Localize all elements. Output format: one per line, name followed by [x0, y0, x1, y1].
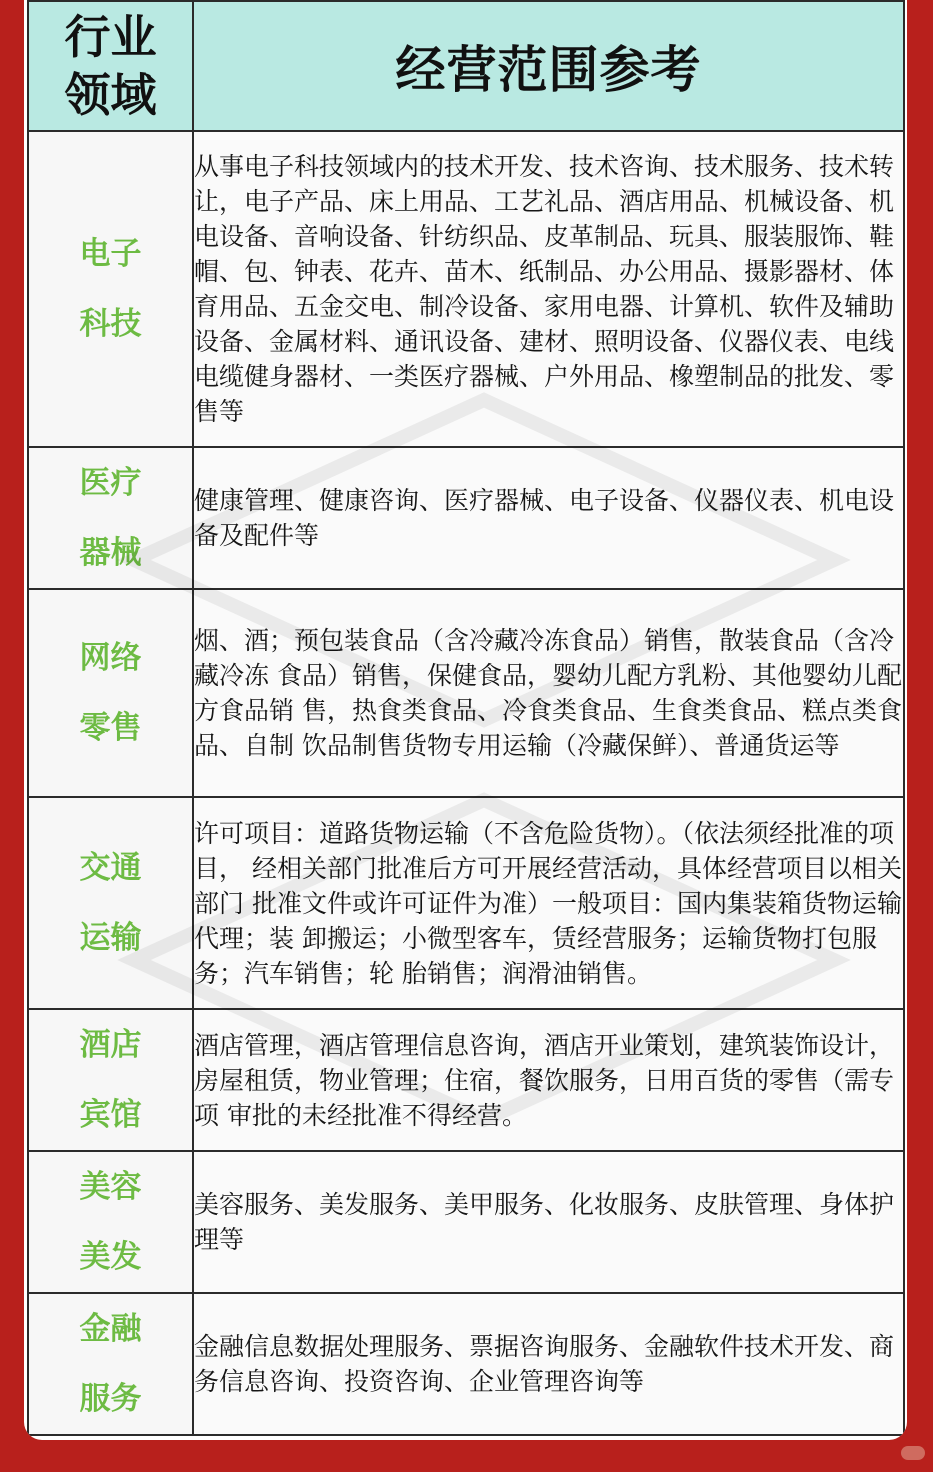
- category-line1: 电子: [79, 236, 142, 272]
- scope-description: 金融信息数据处理服务、票据咨询服务、金融软件技术开发、商务信息咨询、投资咨询、企业管理咨询等: [193, 1293, 904, 1435]
- category-line2: 器械: [79, 535, 142, 571]
- category-cell: [28, 1009, 193, 1151]
- category-line2: 零售: [79, 710, 142, 746]
- scope-description: 许可项目：道路货物运输（不含危险货物）。（依法须经批准的项目， 经相关部门批准后方可开展经营活动，具体经营项目以相关部门 批准文件或许可证件为准）一般项目：国内集装箱货物运输代理；装 卸搬运；小微型客车，赁经营服务；运输货物打包服务；汽车销售；轮 胎销售；润滑油销售。: [193, 797, 904, 1009]
- category-line1: 医疗: [79, 465, 142, 501]
- header-industry: [28, 1, 193, 131]
- header-scope: 经营范围参考: [193, 1, 904, 131]
- category-line2: 宾馆: [79, 1097, 142, 1133]
- category-cell: [28, 1151, 193, 1293]
- category-cell: [28, 1293, 193, 1435]
- table-row: [28, 1009, 904, 1151]
- category-cell: [28, 131, 193, 447]
- scope-description: 酒店管理，酒店管理信息咨询，酒店开业策划，建筑装饰设计， 房屋租赁，物业管理；住宿，餐饮服务，日用百货的零售（需专项 审批的未经批准不得经营。: [193, 1009, 904, 1151]
- category-line2: 美发: [79, 1239, 142, 1275]
- category-line1: 酒店: [79, 1027, 142, 1063]
- category-line1: 美容: [79, 1169, 142, 1205]
- scope-description: 烟、酒；预包装食品（含冷藏冷冻食品）销售，散装食品（含冷藏冷冻 食品）销售，保健食品，婴幼儿配方乳粉、其他婴幼儿配方食品销 售，热食类食品、冷食类食品、生食类食品、糕点类食品、自制 饮品制售货物专用运输（冷藏保鲜）、普通货运等: [193, 589, 904, 797]
- table-row: [28, 1151, 904, 1293]
- scope-description: 美容服务、美发服务、美甲服务、化妆服务、皮肤管理、身体护理等: [193, 1151, 904, 1293]
- table-row: [28, 1293, 904, 1435]
- category-cell: [28, 589, 193, 797]
- category-cell: [28, 797, 193, 1009]
- category-line1: 网络: [79, 640, 142, 676]
- header-industry-line2: 领域: [64, 68, 157, 122]
- table-row: [28, 447, 904, 589]
- business-scope-table: [27, 0, 905, 1436]
- category-line2: 运输: [79, 920, 142, 956]
- scope-description: 健康管理、健康咨询、医疗器械、电子设备、仪器仪表、机电设备及配件等: [193, 447, 904, 589]
- table-row: [28, 589, 904, 797]
- header-industry-line1: 行业: [64, 10, 157, 64]
- category-cell: [28, 447, 193, 589]
- category-line1: 金融: [79, 1311, 142, 1347]
- table-row: [28, 131, 904, 447]
- category-line2: 科技: [79, 306, 142, 342]
- document-sheet: [24, 0, 907, 1440]
- table-row: [28, 797, 904, 1009]
- corner-badge-icon: [901, 1446, 925, 1460]
- table-header-row: [28, 1, 904, 131]
- category-line1: 交通: [79, 850, 142, 886]
- scope-description: 从事电子科技领域内的技术开发、技术咨询、技术服务、技术转 让，电子产品、床上用品、工艺礼品、酒店用品、机械设备、机 电设备、音响设备、针纺织品、皮革制品、玩具、服装服饰、鞋 帽、包、钟表、花卉、苗木、纸制品、办公用品、摄影器材、体 育用品、五金交电、制冷设备、家用电器、计算机、软件及辅助 设备、金属材料、通讯设备、建材、照明设备、仪器仪表、电线 电缆健身器材、一类医疗器械、户外用品、橡塑制品的批发、零售等: [193, 131, 904, 447]
- category-line2: 服务: [79, 1381, 142, 1417]
